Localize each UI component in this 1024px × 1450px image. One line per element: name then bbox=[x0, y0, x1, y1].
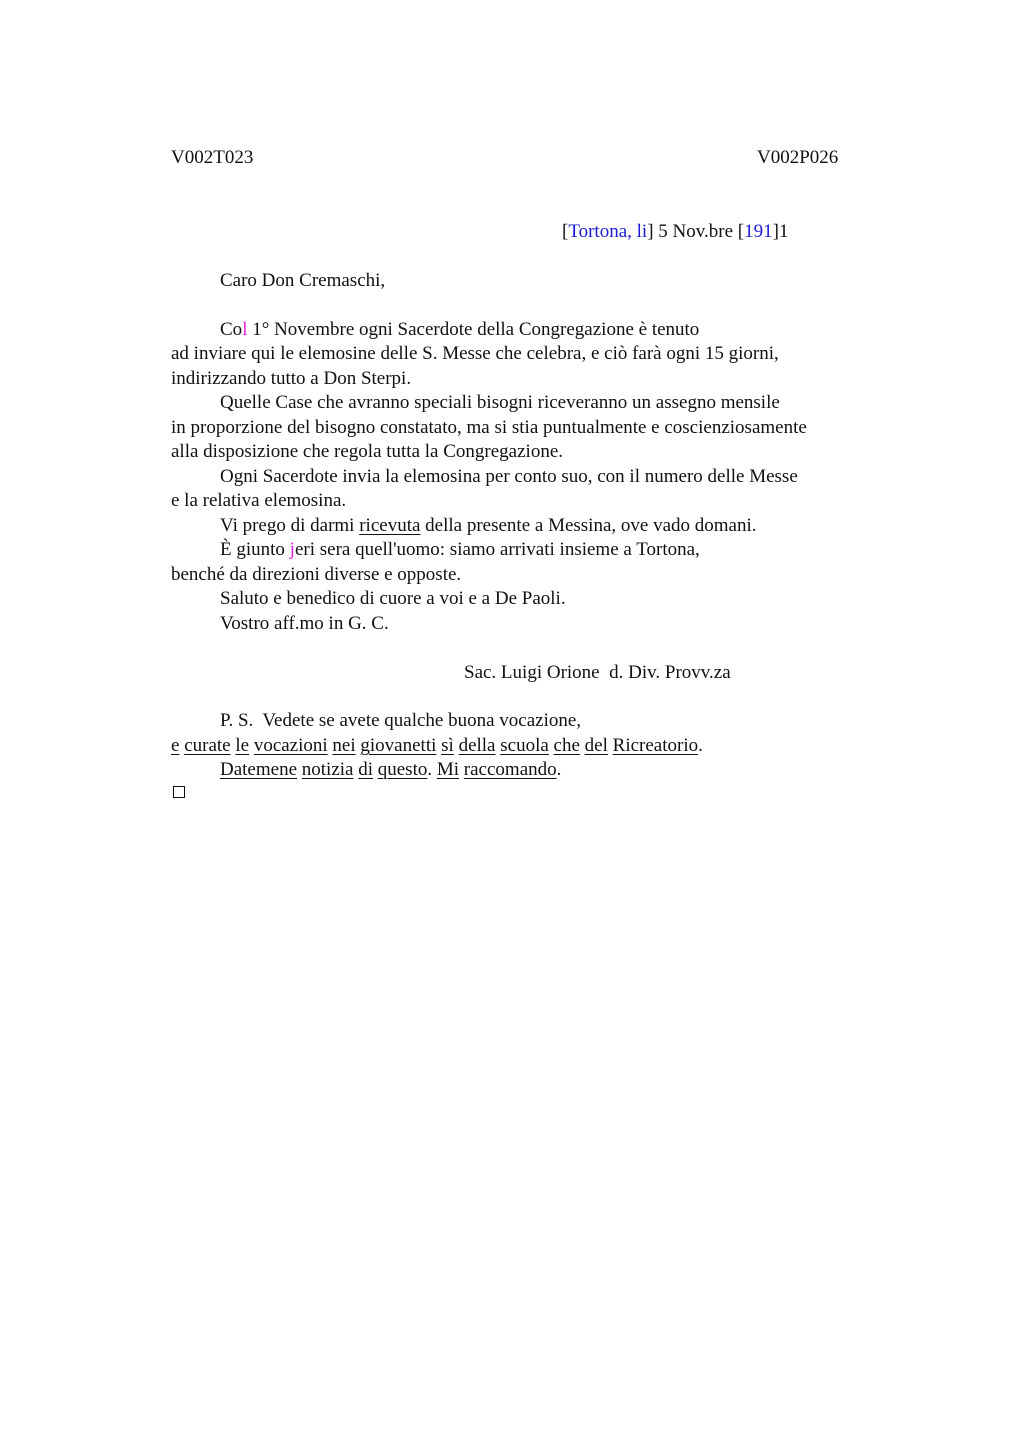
ps-word: Datemene bbox=[220, 759, 298, 780]
ps-word: scuola bbox=[500, 735, 549, 756]
ps-word: curate bbox=[184, 735, 231, 756]
ps-punct: . bbox=[556, 759, 562, 780]
ps-punct: . bbox=[427, 759, 437, 780]
paragraph-4 bbox=[220, 514, 757, 538]
ps-word: nei bbox=[332, 735, 356, 756]
paragraph-3-line-2: e la relativa elemosina. bbox=[171, 490, 347, 511]
valediction: Vostro aff.mo in G. C. bbox=[220, 613, 389, 634]
ps-word: del bbox=[584, 735, 608, 756]
salutation: Caro Don Cremaschi, bbox=[220, 270, 386, 291]
dateline-open-bracket: [ bbox=[562, 221, 569, 242]
p5-text-a: È giunto bbox=[220, 539, 290, 560]
ps-word: e bbox=[171, 735, 180, 756]
ps-word: raccomando bbox=[463, 759, 557, 780]
ps-word: che bbox=[553, 735, 580, 756]
ps-punct: . bbox=[698, 735, 703, 756]
paragraph-5-line-1 bbox=[220, 538, 700, 562]
ps-word: sì bbox=[441, 735, 454, 756]
dateline-year-open: [ bbox=[737, 221, 745, 242]
ps-word: di bbox=[358, 759, 373, 780]
dateline-year-close: ]1 bbox=[772, 221, 789, 242]
dateline bbox=[562, 220, 788, 244]
paragraph-2-line-1: Quelle Case che avranno speciali bisogni riceveranno un assegno mensile bbox=[220, 392, 780, 413]
postscript-line-1: P. S. Vedete se avete qualche buona vocazione, bbox=[220, 710, 582, 731]
dateline-year-prefix: 191 bbox=[744, 221, 773, 242]
greeting-line: Saluto e benedico di cuore a voi e a De Paoli. bbox=[220, 588, 566, 609]
paragraph-1-line-2: ad inviare qui le elemosine delle S. Messe che celebra, e ciò farà ogni 15 giorni, bbox=[171, 343, 779, 364]
ps-word: della bbox=[458, 735, 496, 756]
dateline-date: ] 5 Nov.bre bbox=[647, 221, 738, 242]
p1-variant-letter: l bbox=[242, 319, 248, 340]
ps-word: vocazioni bbox=[253, 735, 328, 756]
paragraph-2-line-2: in proporzione del bisogno constatato, ma si stia puntualmente e coscienziosamente bbox=[171, 417, 807, 438]
signature: Sac. Luigi Orione d. Div. Provv.za bbox=[464, 662, 731, 683]
paragraph-3-line-1: Ogni Sacerdote invia la elemosina per conto suo, con il numero delle Messe bbox=[220, 466, 798, 487]
ps-word: questo bbox=[377, 759, 428, 780]
p4-underlined-word: ricevuta bbox=[359, 515, 421, 536]
paragraph-1-line-1 bbox=[220, 318, 699, 342]
paragraph-5-line-2: benché da direzioni diverse e opposte. bbox=[171, 564, 462, 585]
postscript-line-2 bbox=[171, 734, 703, 758]
p1-text-c: 1° Novembre ogni Sacerdote della Congregazione è tenuto bbox=[247, 319, 700, 340]
page-code-right: V002P026 bbox=[757, 147, 839, 168]
ps-word: Mi bbox=[436, 759, 460, 780]
end-marker-square-icon bbox=[173, 786, 185, 798]
ps-word: Ricreatorio bbox=[612, 735, 699, 756]
ps-word: giovanetti bbox=[360, 735, 437, 756]
p1-text-a: Co bbox=[220, 319, 243, 340]
document-code-left: V002T023 bbox=[171, 147, 254, 168]
p4-text-a: Vi prego di darmi bbox=[220, 515, 360, 536]
paragraph-2-line-3: alla disposizione che regola tutta la Congregazione. bbox=[171, 441, 563, 462]
ps-word: notizia bbox=[301, 759, 354, 780]
p5-text-c: eri sera quell'uomo: siamo arrivati insieme a Tortona, bbox=[294, 539, 700, 560]
ps-word: le bbox=[235, 735, 250, 756]
paragraph-1-line-3: indirizzando tutto a Don Sterpi. bbox=[171, 368, 412, 389]
p5-variant-letter: j bbox=[289, 539, 295, 560]
postscript-line-3 bbox=[220, 758, 561, 782]
p4-text-c: della presente a Messina, ove vado domani. bbox=[420, 515, 757, 536]
dateline-place: Tortona, li bbox=[568, 221, 648, 242]
